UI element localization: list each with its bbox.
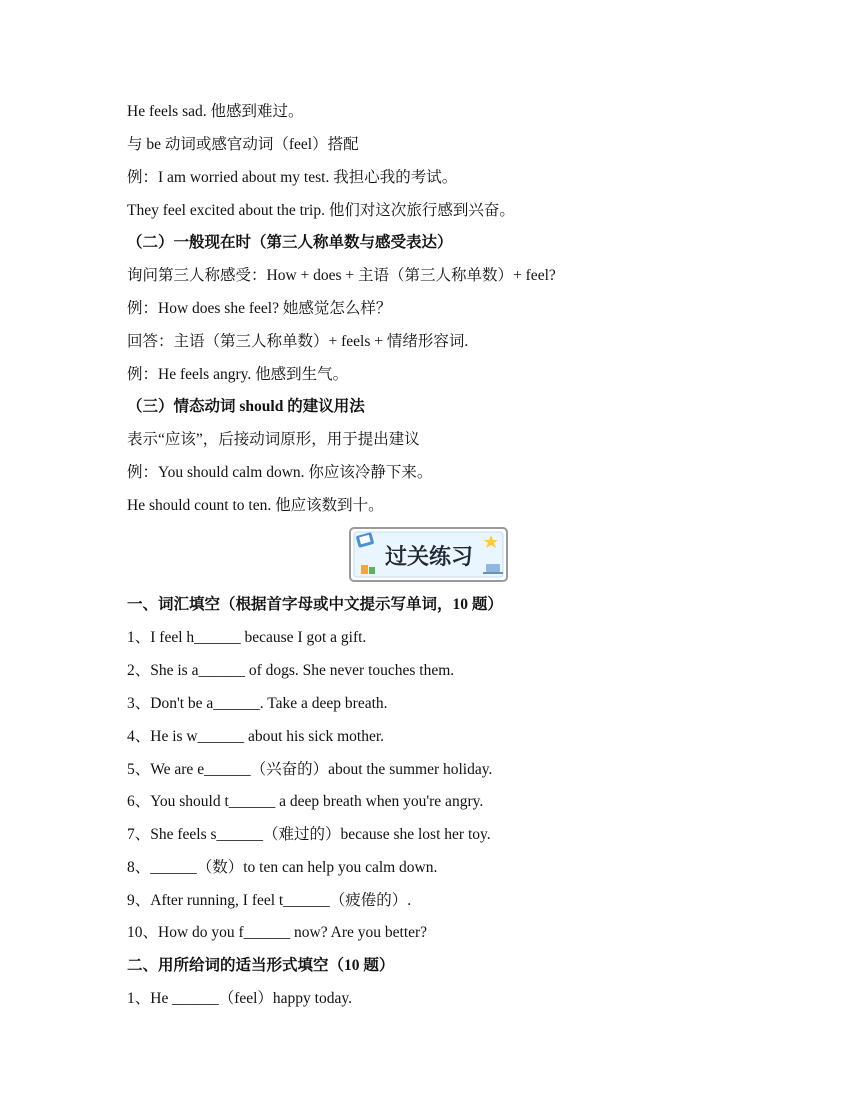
exercise-item: 2、She is a______ of dogs. She never touches them. bbox=[127, 662, 455, 679]
exercise-item: 1、He ______（feel）happy today. bbox=[127, 990, 352, 1007]
exercise-item: 3、Don't be a______. Take a deep breath. bbox=[127, 695, 388, 712]
exercise-item: 1、I feel h______ because I got a gift. bbox=[127, 629, 367, 646]
example-line: 例：He feels angry. 他感到生气。 bbox=[127, 366, 349, 383]
text-line: 回答：主语（第三人称单数）+ feels + 情绪形容词. bbox=[127, 333, 469, 350]
exercise-item: 4、He is w______ about his sick mother. bbox=[127, 728, 385, 745]
exercise-heading-vocabulary: 一、词汇填空（根据首字母或中文提示写单词，10 题） bbox=[127, 596, 503, 613]
exercise-item: 10、How do you f______ now? Are you better? bbox=[127, 924, 428, 941]
exercise-item: 5、We are e______（兴奋的）about the summer holiday. bbox=[127, 761, 493, 778]
exercise-item: 7、She feels s______（难过的）because she lost her toy. bbox=[127, 826, 491, 843]
example-line: 例：How does she feel? 她感觉怎么样？ bbox=[127, 300, 392, 317]
example-line: 例：You should calm down. 你应该冷静下来。 bbox=[127, 464, 433, 481]
exercise-item: 9、After running, I feel t______（疲倦的）. bbox=[127, 892, 412, 909]
exercise-item: 8、______（数）to ten can help you calm down. bbox=[127, 859, 438, 876]
exercise-item: 6、You should t______ a deep breath when you're angry. bbox=[127, 793, 484, 810]
text-line: 表示“应该”，后接动词原形，用于提出建议 bbox=[127, 431, 420, 448]
section-heading-should: （三）情态动词 should 的建议用法 bbox=[127, 398, 365, 415]
text-line: 与 be 动词或感官动词（feel）搭配 bbox=[127, 136, 359, 153]
text-line: 询问第三人称感受：How + does + 主语（第三人称单数）+ feel? bbox=[127, 267, 556, 284]
text-line: He feels sad. 他感到难过。 bbox=[127, 103, 304, 120]
practice-banner bbox=[349, 527, 508, 582]
laptop-icon bbox=[483, 564, 503, 574]
example-line: 例：I am worried about my test. 我担心我的考试。 bbox=[127, 169, 458, 186]
section-heading-present-tense: （二）一般现在时（第三人称单数与感受表达） bbox=[127, 234, 453, 251]
exercise-heading-word-forms: 二、用所给词的适当形式填空（10 题） bbox=[127, 957, 395, 974]
banner-title: 过关练习 bbox=[384, 545, 474, 570]
example-line: He should count to ten. 他应该数到十。 bbox=[127, 497, 384, 514]
example-line: They feel excited about the trip. 他们对这次旅行感到兴奋。 bbox=[127, 202, 515, 219]
